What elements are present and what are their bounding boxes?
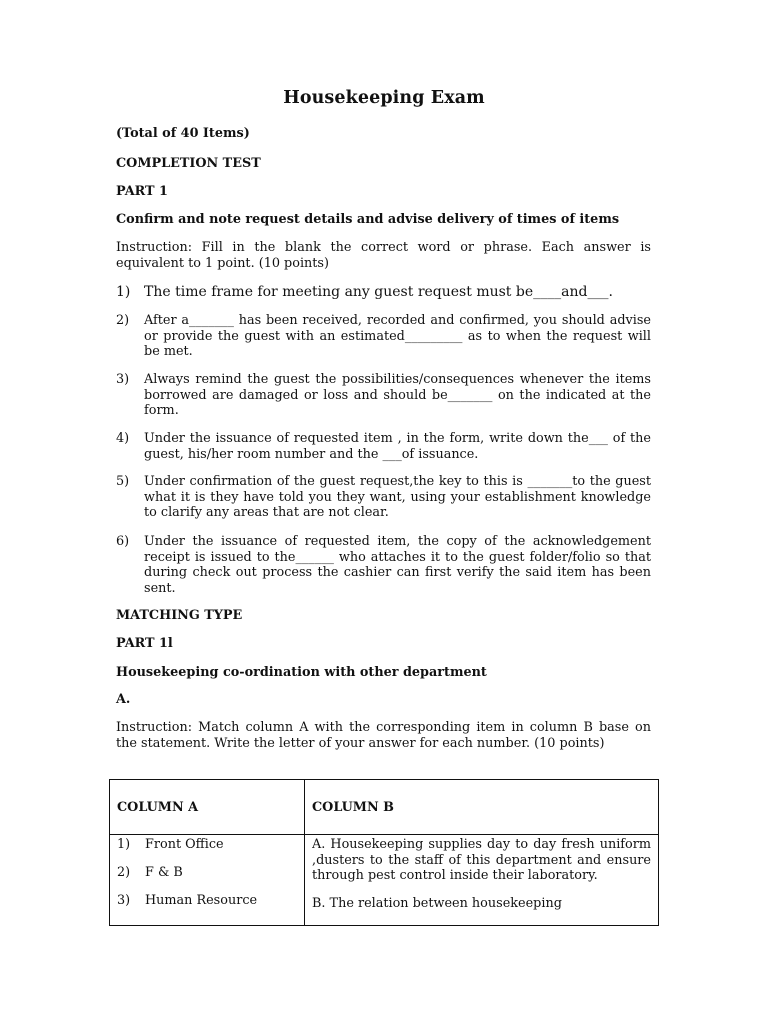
list-item: 3) Human Resource xyxy=(117,893,258,908)
part2-heading: Housekeeping co-ordination with other department xyxy=(116,665,487,680)
part2-sub-label: A. xyxy=(116,692,131,707)
question-text: The time frame for meeting any guest request must be____and___. xyxy=(144,284,613,300)
section-matching-type: MATCHING TYPE xyxy=(116,608,243,623)
column-a-cell xyxy=(110,835,305,926)
question-text: After a_______ has been received, recorded and confirmed, you should advise or provide the guest with an estimated_________ as to when the request will be met. xyxy=(144,313,651,360)
question-item-1 xyxy=(116,284,651,301)
question-text: Under the issuance of requested item , in the form, write down the___ of the guest, his/her room number and the ___of issuance. xyxy=(144,431,651,462)
part1-heading: Confirm and note request details and advise delivery of times of items xyxy=(116,212,620,227)
question-number: 6) xyxy=(116,534,130,549)
question-number: 4) xyxy=(116,431,130,446)
question-text: Under confirmation of the guest request,the key to this is _______to the guest what it is they have told you they want, using your establishment knowledge to clarify any areas that are not clear. xyxy=(144,474,651,521)
list-item: B. The relation between housekeeping xyxy=(312,895,562,911)
question-item-4 xyxy=(116,431,651,462)
part2-label: PART 1l xyxy=(116,636,173,651)
question-item-2 xyxy=(116,313,651,360)
question-number: 5) xyxy=(116,474,130,489)
table-row xyxy=(110,835,659,926)
section-completion-test: COMPLETION TEST xyxy=(116,156,261,171)
matching-table xyxy=(109,779,659,926)
question-number: 2) xyxy=(116,313,130,328)
question-text: Under the issuance of requested item, the copy of the acknowledgement receipt is issued to the______ who attaches it to the guest folder/folio so that during check out process the cashier can first verify the said item has been sent. xyxy=(144,534,651,596)
question-number: 1) xyxy=(116,284,131,300)
question-text: Always remind the guest the possibilities/consequences whenever the items borrowed are damaged or loss and should be_______ on the indicated at the form. xyxy=(144,372,651,419)
document-title: Housekeeping Exam xyxy=(283,88,485,108)
question-item-6 xyxy=(116,534,651,596)
column-b-header: COLUMN B xyxy=(305,780,659,835)
column-a-header: COLUMN A xyxy=(110,780,305,835)
part1-label: PART 1 xyxy=(116,184,168,199)
list-item: A. Housekeeping supplies day to day fresh uniform ,dusters to the staff of this department and ensure through pest control inside their laboratory. xyxy=(312,837,651,883)
total-items-note: (Total of 40 Items) xyxy=(116,126,250,141)
question-item-5 xyxy=(116,474,651,521)
list-item: 2) F & B xyxy=(117,865,183,880)
question-number: 3) xyxy=(116,372,130,387)
question-item-3 xyxy=(116,372,651,419)
part1-instruction: Instruction: Fill in the blank the correct word or phrase. Each answer is equivalent to 1 point. (10 points) xyxy=(116,240,651,271)
table-header-row xyxy=(110,780,659,835)
part2-instruction: Instruction: Match column A with the corresponding item in column B base on the statement. Write the letter of your answer for each number. (10 points) xyxy=(116,720,651,751)
list-item: 1) Front Office xyxy=(117,837,224,852)
column-b-cell xyxy=(305,835,659,926)
